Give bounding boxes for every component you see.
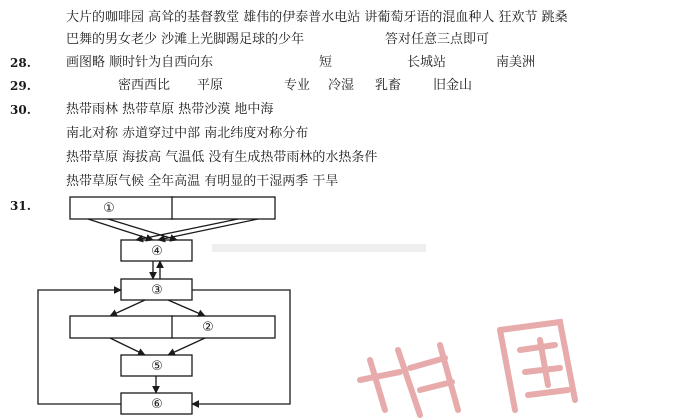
q29-answer-c: 专业 <box>284 78 311 93</box>
box-top-right <box>172 197 275 219</box>
box-6-label: ⑥ <box>151 397 163 412</box>
q29-answer-a: 密西西比 <box>118 78 171 93</box>
q29-answer-e: 乳畜 <box>375 78 402 93</box>
q30-answer-line-1: 热带雨林 热带草原 热带沙漠 地中海 <box>66 102 274 117</box>
q28-answer-c: 长城站 <box>407 55 447 70</box>
watermark-logo <box>360 322 575 415</box>
q28-answer-d: 南美洲 <box>496 55 536 70</box>
box-1-label: ① <box>103 201 115 216</box>
answer-line-1-text: 大片的咖啡园 高耸的基督教堂 雄伟的伊泰普水电站 讲葡萄牙语的混血种人 狂欢节 跳桑 <box>66 10 568 25</box>
question-28-number: 28. <box>10 56 31 70</box>
box-1 <box>70 197 173 219</box>
q30-answer-line-2: 南北对称 赤道穿过中部 南北纬度对称分布 <box>66 126 309 141</box>
question-31-number: 31. <box>10 199 31 213</box>
box-2-label: ② <box>202 320 214 335</box>
box-4-label: ④ <box>151 244 163 259</box>
q29-answer-b: 平原 <box>197 78 224 93</box>
box-3-label: ③ <box>151 283 163 298</box>
answer-line-2-note: 答对任意三点即可 <box>385 32 490 47</box>
q29-answer-d: 冷湿 <box>328 78 355 93</box>
q28-answer-b: 短 <box>319 55 333 70</box>
scan-noise <box>212 244 426 252</box>
box-5-label: ⑤ <box>151 359 163 374</box>
q28-answer-a: 画图略 顺时针为自西向东 <box>66 55 214 70</box>
answer-line-2-text: 巴舞的男女老少 沙滩上光脚踢足球的少年 <box>66 32 305 47</box>
question-30-number: 30. <box>10 103 31 117</box>
box-2 <box>172 316 275 338</box>
q30-answer-line-3: 热带草原 海拔高 气温低 没有生成热带雨林的水热条件 <box>66 150 378 165</box>
q30-answer-line-4: 热带草原气候 全年高温 有明显的干湿两季 干旱 <box>66 174 339 189</box>
box-middle-left <box>70 316 173 338</box>
question-29-number: 29. <box>10 79 31 93</box>
q29-answer-f: 旧金山 <box>433 78 473 93</box>
